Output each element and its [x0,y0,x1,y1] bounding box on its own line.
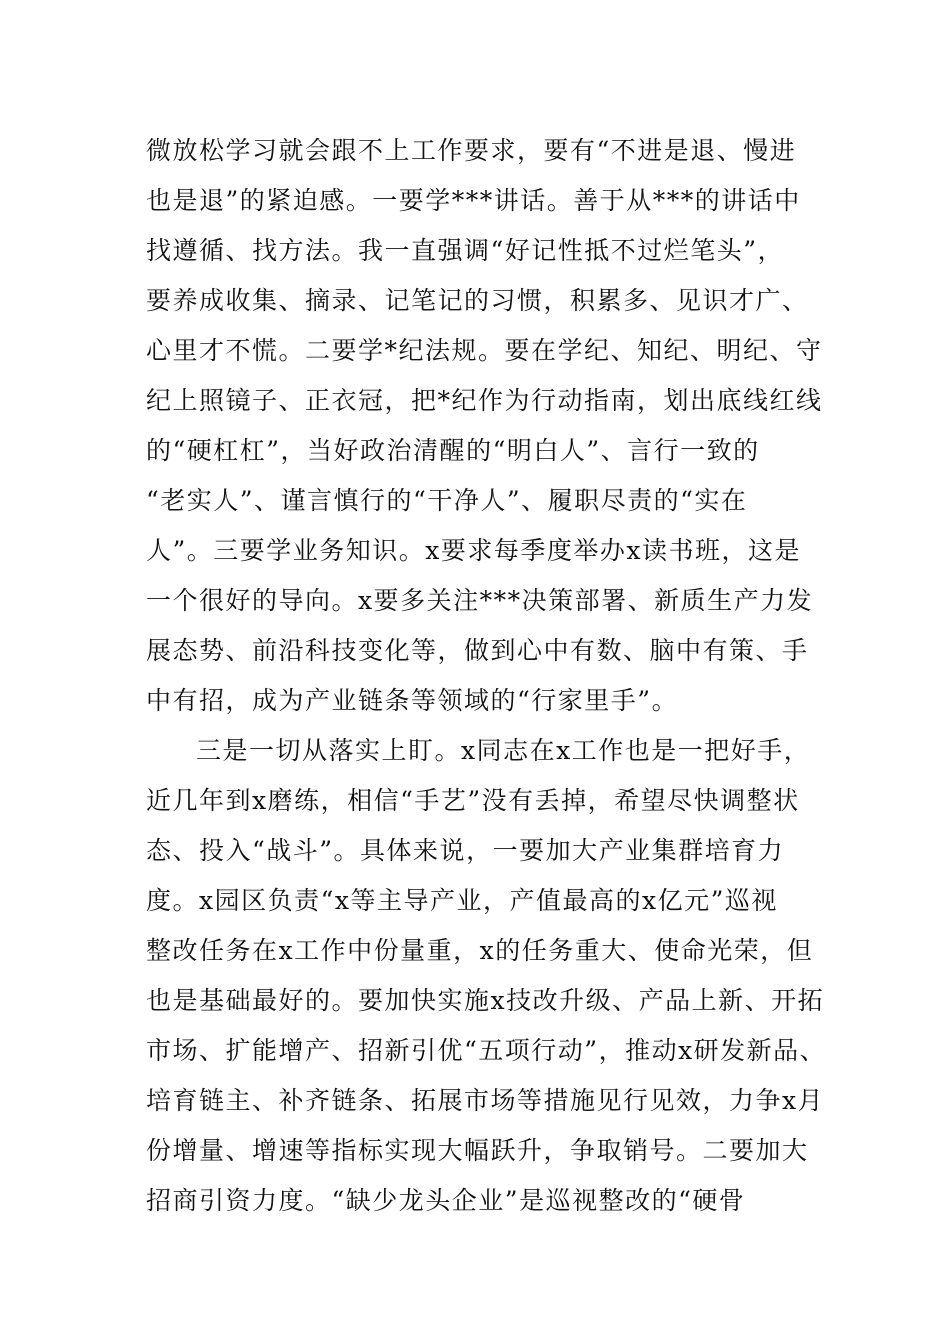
text-line: 态、投入“战斗”。具体来说，一要加大产业集群培育力 [146,836,785,865]
text-line: 整改任务在x工作中份量重，x的任务重大、使命光荣，但 [146,936,814,965]
paragraph-start-line: 三是一切从落实上盯。x同志在x工作也是一把好手， [196,736,811,765]
text-line: 也是基础最好的。要加快实施x技改升级、产品上新、开拓 [146,986,825,1015]
text-line: 一个很好的导向。x要多关注***决策部署、新质生产力发 [146,586,814,615]
text-line: 心里才不慌。二要学*纪法规。要在学纪、知纪、明纪、守 [146,336,823,365]
text-line: 也是退”的紧迫感。一要学***讲话。善于从***的讲话中 [146,186,801,215]
text-line: 微放松学习就会跟不上工作要求，要有“不进是退、慢进 [146,136,797,165]
text-line: 招商引资力度。“缺少龙头企业”是巡视整改的“硬骨 [146,1186,746,1215]
text-line: 市场、扩能增产、招新引优“五项行动”，推动x研发新品、 [146,1036,827,1065]
text-line: 纪上照镜子、正衣冠，把*纪作为行动指南，划出底线红线 [146,386,823,415]
text-line: 人”。三要学业务知识。x要求每季度举办x读书班，这是 [146,536,801,565]
text-line: “老实人”、谨言慎行的“干净人”、履职尽责的“实在 [146,486,748,515]
text-line: 份增量、增速等指标实现大幅跃升，争取销号。二要加大 [146,1136,809,1165]
text-line: 培育链主、补齐链条、拓展市场等措施见行见效，力争x月 [146,1086,825,1115]
text-line: 找遵循、找方法。我一直强调“好记性抵不过烂笔头”， [146,236,785,265]
text-line: 的“硬杠杠”，当好政治清醒的“明白人”、言行一致的 [146,436,760,465]
text-line: 展态势、前沿科技变化等，做到心中有数、脑中有策、手 [146,636,809,665]
text-line: 近几年到x磨练，相信“手艺”没有丢掉，希望尽快调整状 [146,786,800,815]
text-line: 度。x园区负责“x等主导产业，产值最高的x亿元”巡视 [146,886,778,915]
text-line: 要养成收集、摘录、记笔记的习惯，积累多、见识才广、 [146,286,809,315]
text-line: 中有招，成为产业链条等领域的“行家里手”。 [146,686,679,715]
